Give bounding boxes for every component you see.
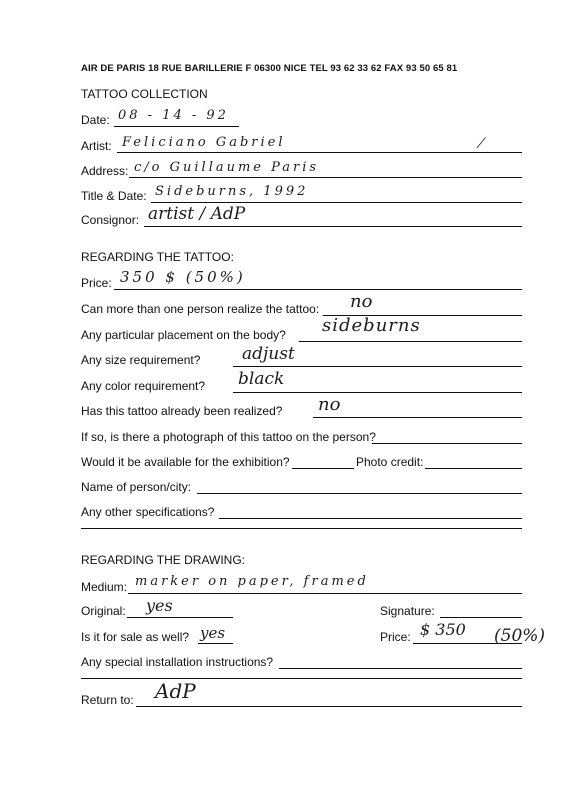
size-label: Any size requirement? bbox=[81, 353, 201, 367]
original-line[interactable] bbox=[127, 617, 233, 618]
color-line[interactable] bbox=[233, 392, 522, 393]
for-sale-value: yes bbox=[200, 624, 226, 642]
more-than-one-value: no bbox=[350, 291, 373, 312]
realized-label: Has this tattoo already been realized? bbox=[81, 404, 283, 418]
artist-line[interactable] bbox=[117, 152, 522, 153]
date-label: Date: bbox=[81, 113, 110, 127]
address-line[interactable] bbox=[129, 177, 522, 178]
exhibition-line[interactable] bbox=[292, 468, 354, 469]
gallery-header: AIR DE PARIS 18 RUE BARILLERIE F 06300 NICE TEL 93 62 33 62 FAX 93 50 65 81 bbox=[81, 63, 458, 74]
return-to-value: AdP bbox=[155, 679, 196, 703]
photo-credit-label: Photo credit: bbox=[356, 455, 424, 469]
artist-value: Feliciano Gabriel bbox=[122, 135, 286, 150]
title-date-line[interactable] bbox=[151, 202, 522, 203]
original-label: Original: bbox=[81, 604, 126, 618]
tattoo-heading: REGARDING THE TATTOO: bbox=[81, 250, 234, 264]
price-line[interactable] bbox=[114, 289, 522, 290]
realized-value: no bbox=[318, 394, 341, 415]
address-label: Address: bbox=[81, 164, 129, 178]
placement-value: sideburns bbox=[322, 315, 421, 336]
drawing-price-label: Price: bbox=[380, 630, 411, 644]
photo-credit-line[interactable] bbox=[425, 468, 522, 469]
installation-line[interactable] bbox=[279, 668, 522, 669]
consignor-line[interactable] bbox=[144, 226, 522, 227]
address-value: c/o Guillaume Paris bbox=[134, 160, 320, 175]
consignor-value: artist / AdP bbox=[148, 204, 246, 224]
drawing-price-note: (50%) bbox=[494, 626, 546, 646]
date-value: 08 - 14 - 92 bbox=[118, 108, 229, 123]
return-to-label: Return to: bbox=[81, 693, 134, 707]
person-city-label: Name of person/city: bbox=[81, 480, 192, 494]
stray-mark: ⁄ bbox=[480, 136, 483, 152]
installation-line-2[interactable] bbox=[81, 678, 522, 679]
date-line[interactable] bbox=[114, 126, 239, 127]
installation-label: Any special installation instructions? bbox=[81, 655, 274, 669]
color-label: Any color requirement? bbox=[81, 379, 206, 393]
drawing-heading: REGARDING THE DRAWING: bbox=[81, 553, 246, 567]
for-sale-line[interactable] bbox=[198, 643, 233, 644]
drawing-price-value: $ 350 bbox=[420, 620, 466, 639]
size-line[interactable] bbox=[233, 366, 522, 367]
title-date-value: Sideburns, 1992 bbox=[155, 184, 309, 199]
price-label: Price: bbox=[81, 276, 112, 290]
consignor-label: Consignor: bbox=[81, 213, 140, 227]
medium-value: marker on paper, framed bbox=[135, 574, 369, 589]
more-than-one-label: Can more than one person realize the tattoo: bbox=[81, 302, 320, 316]
return-to-line[interactable] bbox=[136, 706, 522, 707]
signature-label: Signature: bbox=[380, 604, 435, 618]
size-value: adjust bbox=[242, 344, 295, 364]
price-value: 350 $ (50%) bbox=[120, 268, 246, 286]
photograph-line[interactable] bbox=[372, 443, 522, 444]
other-specs-line-2[interactable] bbox=[81, 528, 522, 529]
for-sale-label: Is it for sale as well? bbox=[81, 630, 190, 644]
person-city-line[interactable] bbox=[197, 493, 522, 494]
realized-line[interactable] bbox=[313, 417, 522, 418]
other-specs-line[interactable] bbox=[219, 518, 522, 519]
medium-line[interactable] bbox=[128, 593, 522, 594]
other-specs-label: Any other specifications? bbox=[81, 505, 215, 519]
placement-label: Any particular placement on the body? bbox=[81, 328, 286, 342]
exhibition-label: Would it be available for the exhibition? bbox=[81, 455, 290, 469]
artist-label: Artist: bbox=[81, 139, 112, 153]
signature-line[interactable] bbox=[440, 617, 522, 618]
original-value: yes bbox=[146, 596, 173, 615]
photograph-label: If so, is there a photograph of this tattoo on the person? bbox=[81, 430, 376, 444]
form-title: TATTOO COLLECTION bbox=[81, 87, 208, 101]
title-date-label: Title & Date: bbox=[81, 189, 147, 203]
color-value: black bbox=[238, 369, 285, 389]
medium-label: Medium: bbox=[81, 580, 128, 594]
placement-line[interactable] bbox=[299, 341, 522, 342]
